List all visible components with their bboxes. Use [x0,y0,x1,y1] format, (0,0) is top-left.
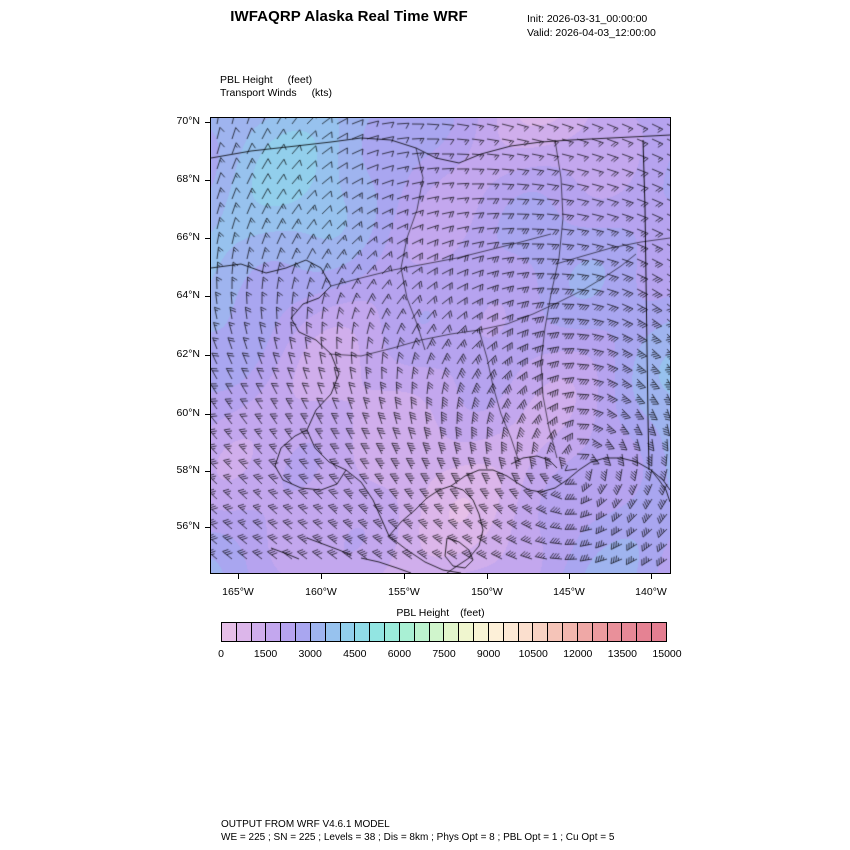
colorbar-swatch [578,623,593,641]
model-footer [221,818,614,844]
colorbar [221,622,667,642]
colorbar-tick-labels [200,648,700,662]
x-tick-mark [404,574,405,579]
y-tick-label: 68°N [176,173,200,185]
colorbar-swatch [474,623,489,641]
x-tick-label: 165°W [222,586,254,598]
colorbar-title [210,607,671,619]
colorbar-swatch [548,623,563,641]
y-tick-label: 70°N [176,115,200,127]
colorbar-swatch [415,623,430,641]
colorbar-swatch [370,623,385,641]
colorbar-swatch [237,623,252,641]
colorbar-swatch [222,623,237,641]
x-tick-mark [238,574,239,579]
colorbar-tick-label: 1500 [253,648,278,660]
colorbar-swatch [652,623,666,641]
y-tick-label: 56°N [176,520,200,532]
colorbar-title-text: PBL Height [396,607,450,619]
footer-line-1: OUTPUT FROM WRF V4.6.1 MODEL [221,819,390,830]
x-tick-label: 150°W [471,586,503,598]
y-tick-label: 62°N [176,348,200,360]
colorbar-swatch [430,623,445,641]
colorbar-swatch [489,623,504,641]
y-tick-label: 58°N [176,464,200,476]
colorbar-swatch [266,623,281,641]
overlay-units-label: (kts) [311,87,332,99]
colorbar-swatch [296,623,311,641]
colorbar-swatch [281,623,296,641]
colorbar-swatch [355,623,370,641]
colorbar-swatch [519,623,534,641]
colorbar-tick-label: 4500 [343,648,367,660]
colorbar-tick-label: 10500 [518,648,548,660]
overlay-label-row [220,87,332,100]
colorbar-tick-label: 15000 [652,648,682,660]
x-tick-label: 160°W [305,586,337,598]
map-canvas [211,118,670,573]
colorbar-units-text: (feet) [460,607,485,619]
map-plot-area [210,117,671,574]
colorbar-swatch [385,623,400,641]
colorbar-swatch [341,623,356,641]
init-time-label: Init: 2026-03-31_00:00:00 [527,13,648,25]
x-tick-mark [569,574,570,579]
colorbar-tick-label: 3000 [298,648,322,660]
colorbar-swatch [311,623,326,641]
colorbar-swatch [504,623,519,641]
colorbar-tick-label: 7500 [432,648,456,660]
x-tick-mark [487,574,488,579]
colorbar-swatch [444,623,459,641]
colorbar-swatch [252,623,267,641]
colorbar-swatch [533,623,548,641]
colorbar-tick-label: 12000 [563,648,593,660]
colorbar-tick-label: 9000 [476,648,501,660]
page-title [0,8,850,25]
colorbar-swatch [637,623,652,641]
colorbar-tick-label: 6000 [387,648,412,660]
field-label-row [220,74,332,87]
colorbar-swatch [563,623,578,641]
page-title-text: IWFAQRP Alaska Real Time WRF [230,8,468,25]
footer-line-2: WE = 225 ; SN = 225 ; Levels = 38 ; Dis = 8km ; Phys Opt = 8 ; PBL Opt = 1 ; Cu Opt = 5 [221,832,615,843]
colorbar-swatch [400,623,415,641]
y-tick-label: 64°N [176,289,200,301]
colorbar-swatch [459,623,474,641]
x-tick-mark [321,574,322,579]
valid-time-label: Valid: 2026-04-03_12:00:00 [527,27,656,39]
run-time-block [527,12,656,40]
colorbar-tick-label: 0 [218,648,224,660]
field-labels [220,74,332,100]
x-tick-label: 140°W [635,586,667,598]
overlay-name-label: Transport Winds [220,87,297,99]
y-tick-label: 66°N [176,231,200,243]
field-name-label: PBL Height [220,74,273,86]
y-tick-label: 60°N [176,407,200,419]
x-tick-mark [651,574,652,579]
field-units-label: (feet) [287,74,313,86]
colorbar-swatch [622,623,637,641]
x-tick-label: 145°W [553,586,585,598]
colorbar-swatch [326,623,341,641]
colorbar-swatch [593,623,608,641]
colorbar-tick-label: 13500 [607,648,637,660]
x-tick-label: 155°W [388,586,420,598]
colorbar-swatch [608,623,623,641]
